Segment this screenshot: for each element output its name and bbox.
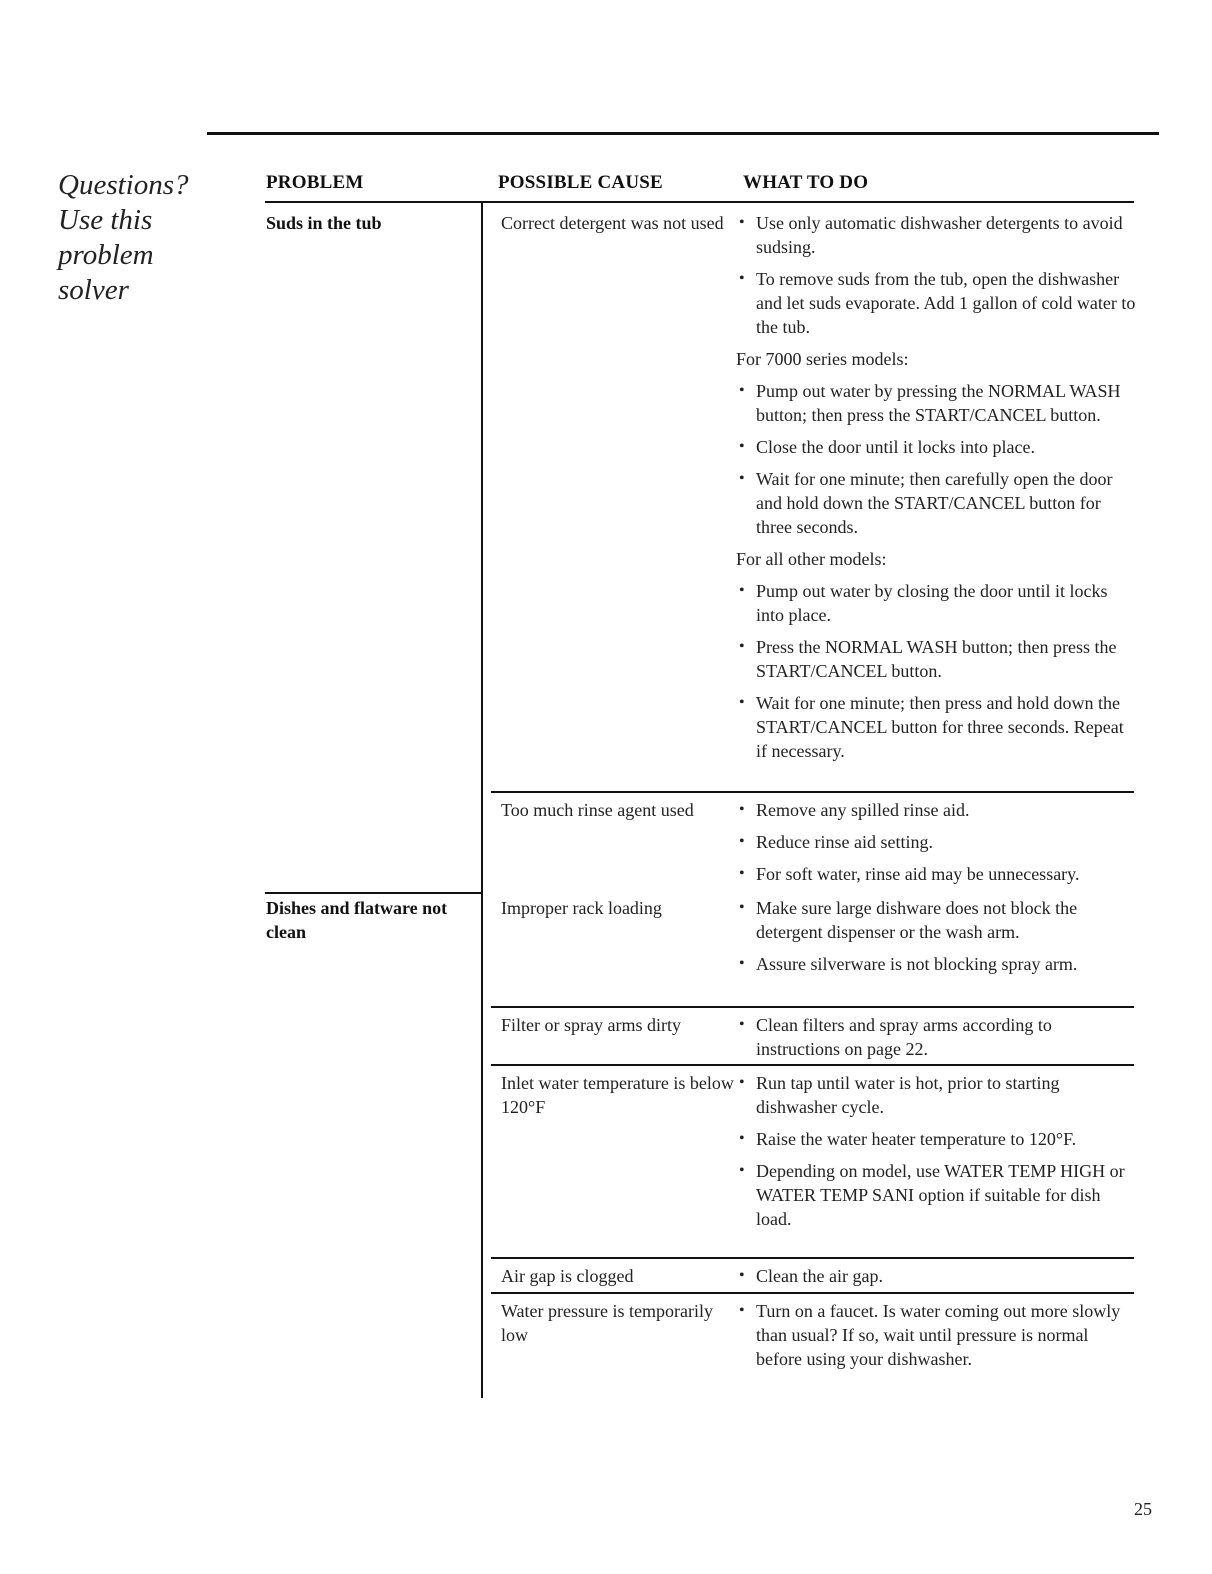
- bullet-icon: •: [739, 214, 745, 231]
- header-what-to-do: WHAT TO DO: [743, 172, 869, 193]
- todo-text: Wait for one minute; then carefully open the door and hold down the START/CANCEL button for three seconds.: [756, 469, 1113, 537]
- todo-item: [736, 1071, 1136, 1119]
- problem-label: Suds in the tub: [266, 213, 382, 233]
- todo-text: For soft water, rinse aid may be unnecessary.: [756, 864, 1080, 884]
- todo-item: [736, 830, 1136, 854]
- todo-text: Close the door until it locks into place.: [756, 437, 1035, 457]
- bullet-icon: •: [739, 833, 745, 850]
- cause-row: [491, 1292, 1134, 1369]
- bullet-icon: •: [739, 582, 745, 599]
- cause-text: Filter or spray arms dirty: [501, 1015, 681, 1035]
- todo-item: [736, 896, 1136, 944]
- todo-item: [736, 579, 1136, 627]
- bullet-icon: •: [739, 638, 745, 655]
- todo-text: To remove suds from the tub, open the dishwasher and let suds evaporate. Add 1 gallon of cold water to the tub.: [756, 269, 1136, 337]
- todo-item: [736, 952, 1136, 976]
- page-number: 25: [1134, 1499, 1152, 1519]
- todo-item: [736, 691, 1136, 763]
- todo-list: [736, 211, 1136, 771]
- column-divider: [481, 203, 483, 1398]
- todo-text: Press the NORMAL WASH button; then press the START/CANCEL button.: [756, 637, 1117, 681]
- todo-list: [736, 896, 1136, 984]
- todo-text: Pump out water by closing the door until it locks into place.: [756, 581, 1108, 625]
- todo-list: [736, 1013, 1136, 1069]
- bullet-icon: •: [739, 1130, 745, 1147]
- header-rule: [265, 201, 1134, 203]
- todo-item: [736, 862, 1136, 886]
- todo-item: [736, 211, 1136, 259]
- bullet-icon: •: [739, 1302, 745, 1319]
- bullet-icon: •: [739, 270, 745, 287]
- todo-list: [736, 1071, 1136, 1239]
- cause-row: [491, 1064, 1134, 1229]
- cause-text: Water pressure is temporarily low: [501, 1301, 713, 1345]
- bullet-icon: •: [739, 438, 745, 455]
- todo-text: Clean the air gap.: [756, 1266, 883, 1286]
- todo-text: Turn on a faucet. Is water coming out more slowly than usual? If so, wait until pressure is normal before using your dishwasher.: [756, 1301, 1121, 1369]
- cause-text: Inlet water temperature is below 120°F: [501, 1073, 734, 1117]
- todo-text: Reduce rinse aid setting.: [756, 832, 933, 852]
- cause-text: Air gap is clogged: [501, 1266, 634, 1286]
- bullet-icon: •: [739, 865, 745, 882]
- todo-text: Wait for one minute; then press and hold down the START/CANCEL button for three seconds. Repeat if necessary.: [756, 693, 1124, 761]
- cause-row: [491, 1006, 1134, 1059]
- todo-item: [736, 467, 1136, 539]
- bullet-icon: •: [739, 382, 745, 399]
- bullet-icon: •: [739, 694, 745, 711]
- side-title-line: problem: [58, 239, 154, 271]
- todo-text: Use only automatic dishwasher detergents to avoid sudsing.: [756, 213, 1123, 257]
- problem-label: Dishes and flatware not clean: [266, 898, 448, 942]
- todo-item: [736, 267, 1136, 339]
- todo-item: [736, 635, 1136, 683]
- side-title: [58, 168, 218, 308]
- todo-subhead: For 7000 series models:: [736, 349, 909, 369]
- todo-item: [736, 1264, 1136, 1288]
- todo-item: [736, 379, 1136, 427]
- todo-item: [736, 1159, 1136, 1231]
- bullet-icon: •: [739, 470, 745, 487]
- todo-text: Raise the water heater temperature to 120°F.: [756, 1129, 1077, 1149]
- bullet-icon: •: [739, 899, 745, 916]
- bullet-icon: •: [739, 1267, 745, 1284]
- problem-divider: [265, 892, 482, 894]
- bullet-icon: •: [739, 1016, 745, 1033]
- todo-text: Make sure large dishware does not block the detergent dispenser or the wash arm.: [756, 898, 1078, 942]
- header-problem: PROBLEM: [266, 172, 364, 193]
- todo-text: Pump out water by pressing the NORMAL WASH button; then press the START/CANCEL button.: [756, 381, 1121, 425]
- todo-item: [736, 798, 1136, 822]
- todo-item: [736, 1299, 1136, 1371]
- todo-item: [736, 435, 1136, 459]
- cause-row: [491, 791, 1134, 884]
- todo-list: [736, 798, 1136, 894]
- side-title-line: solver: [58, 274, 129, 306]
- bullet-icon: •: [739, 1074, 745, 1091]
- top-rule: [207, 132, 1159, 135]
- todo-text: Clean filters and spray arms according to instructions on page 22.: [756, 1015, 1052, 1059]
- todo-item: [736, 1127, 1136, 1151]
- bullet-icon: •: [739, 801, 745, 818]
- todo-text: Assure silverware is not blocking spray arm.: [756, 954, 1078, 974]
- cause-row: [491, 1257, 1134, 1286]
- cause-text: Correct detergent was not used: [501, 213, 724, 233]
- cause-text: Improper rack loading: [501, 898, 662, 918]
- bullet-icon: •: [739, 955, 745, 972]
- cause-text: Too much rinse agent used: [501, 800, 694, 820]
- bullet-icon: •: [739, 1162, 745, 1179]
- todo-subhead: For all other models:: [736, 549, 887, 569]
- todo-text: Remove any spilled rinse aid.: [756, 800, 970, 820]
- todo-text: Run tap until water is hot, prior to starting dishwasher cycle.: [756, 1073, 1060, 1117]
- todo-list: [736, 1299, 1136, 1379]
- todo-text: Depending on model, use WATER TEMP HIGH or WATER TEMP SANI option if suitable for dish load.: [756, 1161, 1125, 1229]
- todo-item: [736, 1013, 1136, 1061]
- header-possible-cause: POSSIBLE CAUSE: [498, 172, 663, 193]
- side-title-line: Use this: [58, 204, 153, 236]
- side-title-line: Questions?: [58, 169, 189, 201]
